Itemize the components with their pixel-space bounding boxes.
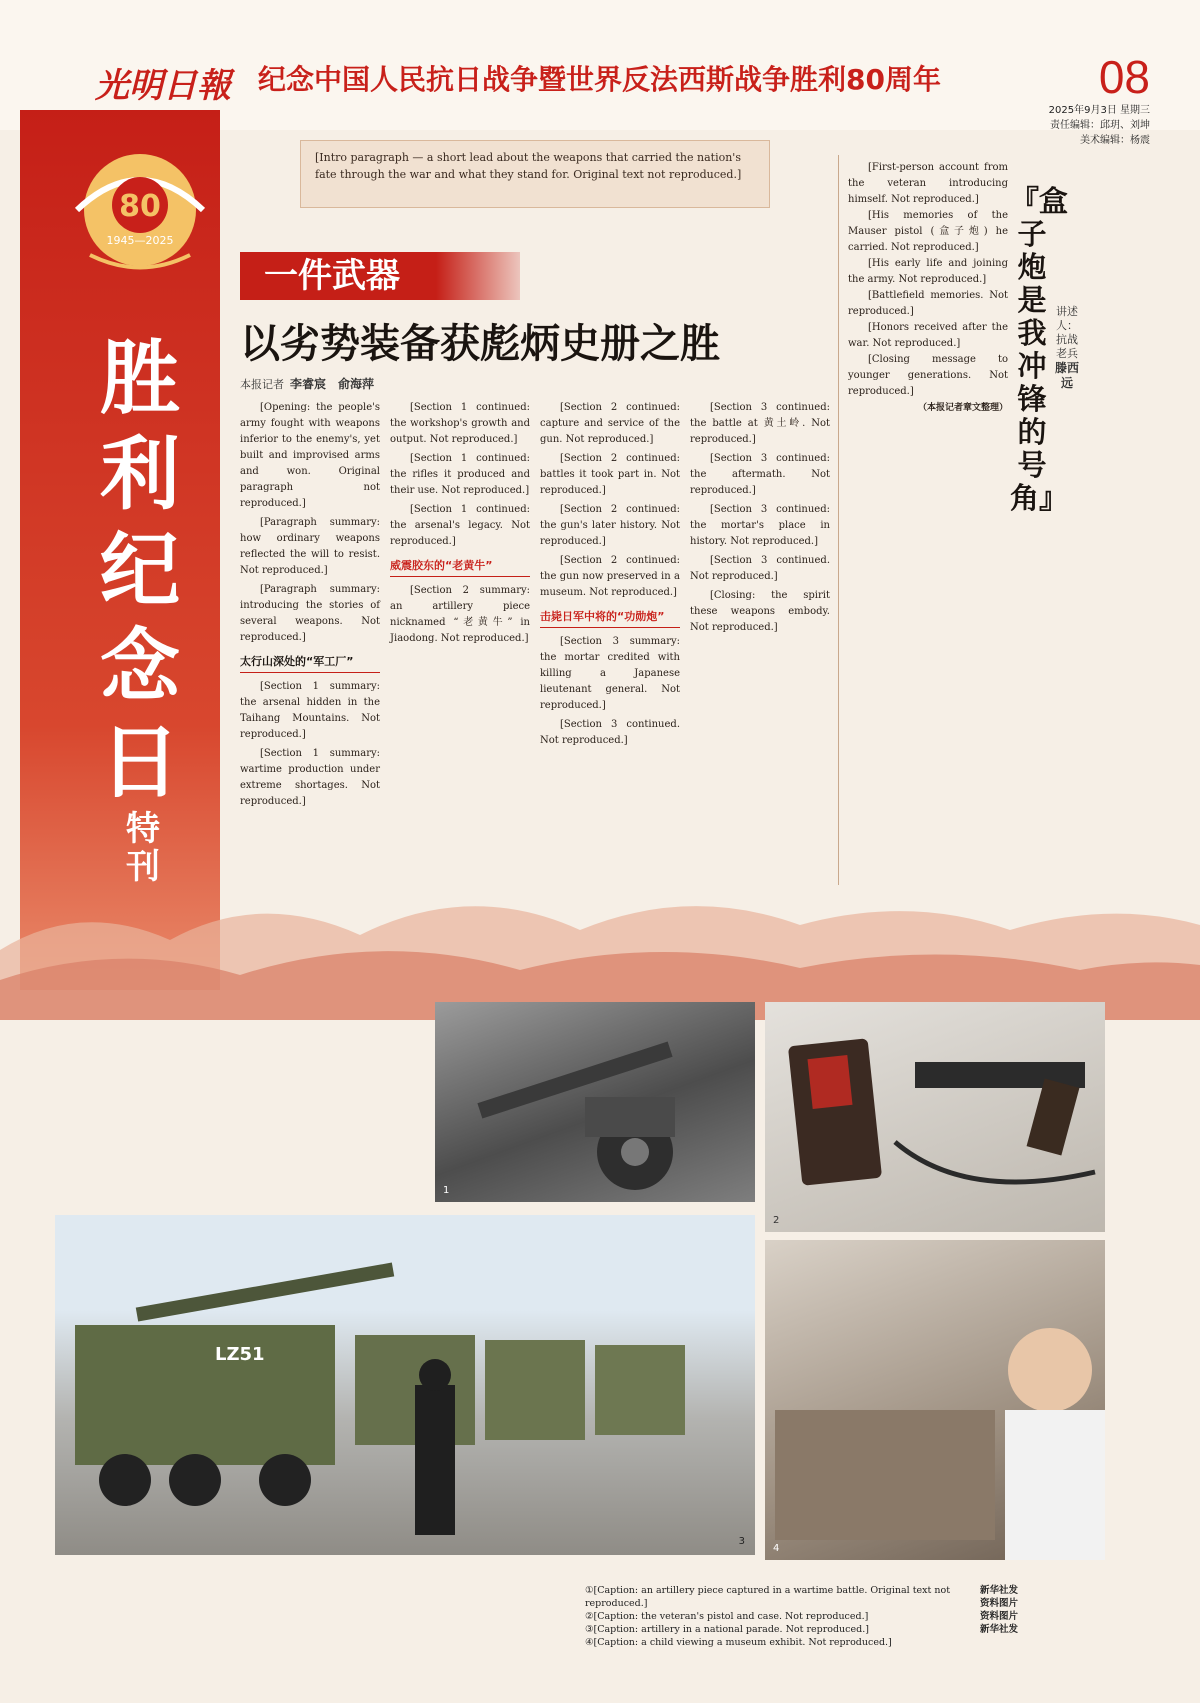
masthead-logo: 光明日報 [95,66,231,106]
paragraph: [Paragraph summary: how ordinary weapons reflected the will to resist. Not reproduced.] [240,517,380,576]
section-kicker: 一件武器 [240,252,520,300]
vertical-title-char: 念 [100,619,180,713]
caption: ②[Caption: the veteran's pistol and case. Not reproduced.] [585,1611,869,1622]
narrator-name: 滕西远 [1055,361,1080,390]
sidebar-divider [838,155,839,885]
caption: ③[Caption: artillery in a national parade. Not reproduced.] [585,1624,869,1635]
photo-block [55,990,1055,1580]
emblem-numeral: 80 [119,189,161,224]
paragraph: [Battlefield memories. Not reproduced.] [848,290,1008,317]
credit: 资料图片 [980,1598,1019,1609]
paragraph: [Paragraph summary: introducing the stories of several weapons. Not reproduced.] [240,584,380,643]
emblem-years: 1945—2025 [106,234,174,247]
photo-number: 2 [773,1215,780,1226]
special-char: 刊 [126,847,160,887]
paragraph: [Section 1 summary: the arsenal hidden in the Taihang Mountains. Not reproduced.] [240,681,380,740]
sidebar-credit: （本报记者章文整理） [917,403,1008,413]
issue-date: 2025年9月3日 星期三 [1048,105,1150,116]
vertical-title-char: 利 [100,427,180,521]
paragraph: [Section 2 continued: the gun now preserved in a museum. Not reproduced.] [540,555,680,598]
subhead-arsenal: 太行山深处的“军工厂” [240,654,380,673]
sidebar-text [848,160,1008,416]
paragraph: [Closing: the spirit these weapons embody. Not reproduced.] [690,590,830,633]
sidebar-title: 『盒子炮是我冲锋的号角』 [1010,184,1069,515]
caption: ①[Caption: an artillery piece captured in a wartime battle. Original text not reproduced.] [585,1585,951,1609]
photo-pistol [765,1002,1105,1232]
paragraph: [Section 1 summary: wartime production under extreme shortages. Not reproduced.] [240,748,380,807]
editors-line: 责任编辑：邱玥、刘坤 [1050,120,1150,131]
artillery-vehicles-icon [55,1215,755,1555]
date-editor-block [1049,103,1150,148]
subhead-merit-gun: 击毙日军中将的“功勋炮” [540,609,680,628]
museum-child-icon [765,1240,1105,1560]
byline-label: 本报记者 [240,378,284,391]
vertical-title [95,330,185,810]
article-column-3 [540,400,680,752]
paragraph: [Section 3 continued: the battle at 黄土岭. Not reproduced.] [690,402,830,445]
anniversary-banner: 纪念中国人民抗日战争暨世界反法西斯战争胜利80周年 [258,63,941,96]
reporters: 李睿宸 俞海萍 [290,377,375,391]
paragraph: [Opening: the people's army fought with weapons inferior to the enemy's, yet built and improvised arms and won. Original paragraph not reproduced.] [240,402,380,509]
paragraph: [Section 3 continued: the aftermath. Not reproduced.] [690,453,830,496]
credit: 新华社发 [980,1585,1019,1596]
photo-number: 1 [443,1185,450,1196]
paragraph: [His memories of the Mauser pistol (盒子炮) he carried. Not reproduced.] [848,210,1008,253]
paragraph: [Section 2 continued: capture and service of the gun. Not reproduced.] [540,402,680,445]
paragraph: [Closing message to younger generations. Not reproduced.] [848,354,1008,397]
subhead-old-ox: 威震胶东的“老黄牛” [390,558,530,577]
paragraph: [Section 2 summary: an artillery piece nicknamed “老黄牛” in Jiaodong. Not reproduced.] [390,585,530,644]
pistol-icon [765,1002,1105,1232]
photo-number: 3 [738,1536,745,1547]
photo-field-gun [435,1002,755,1202]
intro-box: [Intro paragraph — a short lead about the weapons that carried the nation's fate through the war and what they stand for. Original text not reproduced.] [300,140,770,208]
paragraph: [Section 1 continued: the rifles it produced and their use. Not reproduced.] [390,453,530,496]
paragraph: [Section 3 continued: the mortar's place in history. Not reproduced.] [690,504,830,547]
field-gun-icon [435,1002,755,1202]
caption: ④[Caption: a child viewing a museum exhibit. Not reproduced.] [585,1637,892,1648]
article-column-2 [390,400,530,650]
byline [240,375,374,392]
page-number: 08 [1098,51,1150,103]
vertical-title-char: 日 [100,715,180,809]
paragraph: [Section 1 continued: the arsenal's legacy. Not reproduced.] [390,504,530,547]
paragraph: [Section 3 continued. Not reproduced.] [540,719,680,746]
paragraph: [Section 3 continued. Not reproduced.] [690,555,830,582]
credit: 新华社发 [980,1624,1019,1635]
photo-captions [585,1584,985,1649]
paragraph: [Honors received after the war. Not reproduced.] [848,322,1008,349]
art-editor-line: 美术编辑：杨震 [1080,135,1150,146]
photo-museum-child [765,1240,1105,1560]
sidebar-narrator [1055,305,1079,391]
photo-number: 4 [773,1543,780,1554]
main-headline: 以劣势装备获彪炳史册之胜 [240,320,720,367]
paragraph: [His early life and joining the army. Not reproduced.] [848,258,1008,285]
photo-parade-artillery [55,1215,755,1555]
paragraph: [Section 2 continued: the gun's later history. Not reproduced.] [540,504,680,547]
article-column-1 [240,400,380,813]
paragraph: [Section 3 summary: the mortar credited with killing a Japanese lieutenant general. Not reproduced.] [540,636,680,711]
anniversary-emblem [65,140,215,280]
credit: 资料图片 [980,1611,1019,1622]
narrator-label: 讲述人：抗战老兵 [1056,305,1078,360]
photo-credits [980,1584,1060,1636]
vertical-title-char: 纪 [100,523,180,617]
article-column-4 [690,400,830,639]
paragraph: [First-person account from the veteran introducing himself. Not reproduced.] [848,162,1008,205]
vehicle-code: LZ51 [215,1344,265,1365]
paragraph: [Section 1 continued: the workshop's growth and output. Not reproduced.] [390,402,530,445]
vertical-title-char: 胜 [100,331,180,425]
special-char: 特 [126,809,160,849]
paragraph: [Section 2 continued: battles it took part in. Not reproduced.] [540,453,680,496]
